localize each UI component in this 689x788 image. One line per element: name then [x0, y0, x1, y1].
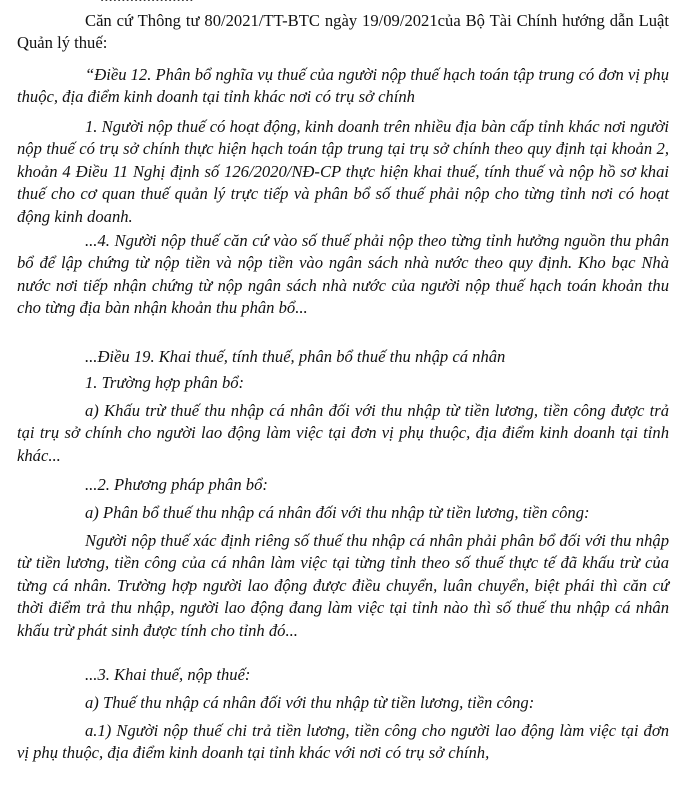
paragraph-legal-basis: Căn cứ Thông tư 80/2021/TT-BTC ngày 19/09/2021của Bộ Tài Chính hướng dẫn Luật Quản lý thuế: — [17, 11, 669, 53]
paragraph-article-19-clause-3: ...3. Khai thuế, nộp thuế: — [85, 665, 251, 684]
paragraph-article-19-clause-3a: a) Thuế thu nhập cá nhân đối với thu nhập từ tiền lương, tiền công: — [85, 693, 535, 712]
paragraph-article-12-clause-1: 1. Người nộp thuế có hoạt động, kinh doanh trên nhiều địa bàn cấp tỉnh khác nơi người nộp thuế có trụ sở chính thực hiện hạch toán tập trung tại trụ sở chính theo quy định tại khoản 2, khoản 4 Điều 11 Nghị định số 126/2020/NĐ-CP thực hiện khai thuế, tính thuế và nộp hồ sơ khai thuế cho cơ quan thuế quản lý trực tiếp và phân bổ số thuế phải nộp cho từng tỉnh nơi có hoạt động kinh doanh. — [17, 117, 669, 226]
paragraph-article-19-clause-2: ...2. Phương pháp phân bổ: — [85, 475, 268, 494]
paragraph-article-12-clause-4: ...4. Người nộp thuế căn cứ vào số thuế phải nộp theo từng tỉnh hưởng nguồn thu phân bổ để lập chứng từ nộp tiền và nộp tiền vào ngân sách nhà nước theo quy định. Kho bạc Nhà nước nơi tiếp nhận chứng từ nộp ngân sách nhà nước của người nộp thuế hạch toán khoản thu cho từng địa bàn nhận khoản thu phân bổ... — [17, 231, 669, 318]
paragraph-article-19-allocation-method: Người nộp thuế xác định riêng số thuế thu nhập cá nhân phải phân bổ đối với thu nhập từ tiền lương, tiền công của cá nhân làm việc tại từng tỉnh theo số thuế thực tế đã khấu trừ của từng cá nhân. Trường hợp người lao động được điều chuyển, luân chuyển, biệt phái thì căn cứ thời điểm trả thu nhập, người lao động đang làm việc tại tỉnh nào thì số thuế thu nhập cá nhân khấu trừ phát sinh được tính cho tỉnh đó... — [17, 531, 669, 640]
paragraph-article-19-clause-3a1: a.1) Người nộp thuế chi trả tiền lương, tiền công cho người lao động làm việc tại đơn vị phụ thuộc, địa điểm kinh doanh tại tỉnh khác với nơi có trụ sở chính, — [17, 721, 669, 763]
paragraph-article-19-clause-2a: a) Phân bổ thuế thu nhập cá nhân đối với thu nhập từ tiền lương, tiền công: — [85, 503, 590, 522]
paragraph-article-19-clause-1a: a) Khấu trừ thuế thu nhập cá nhân đối với thu nhập từ tiền lương, tiền công được trả tại trụ sở chính cho người lao động làm việc tại đơn vị phụ thuộc, địa điểm kinh doanh tại tỉnh khác... — [17, 401, 669, 465]
paragraph-article-19-clause-1: 1. Trường hợp phân bổ: — [85, 373, 245, 392]
paragraph-article-12-title: “Điều 12. Phân bổ nghĩa vụ thuế của người nộp thuế hạch toán tập trung có đơn vị phụ thuộc, địa điểm kinh doanh tại tỉnh khác nơi có trụ sở chính — [17, 65, 669, 107]
top-cut-line — [100, 0, 350, 4]
paragraph-article-19-title: ...Điều 19. Khai thuế, tính thuế, phân bổ thuế thu nhập cá nhân — [85, 347, 506, 366]
